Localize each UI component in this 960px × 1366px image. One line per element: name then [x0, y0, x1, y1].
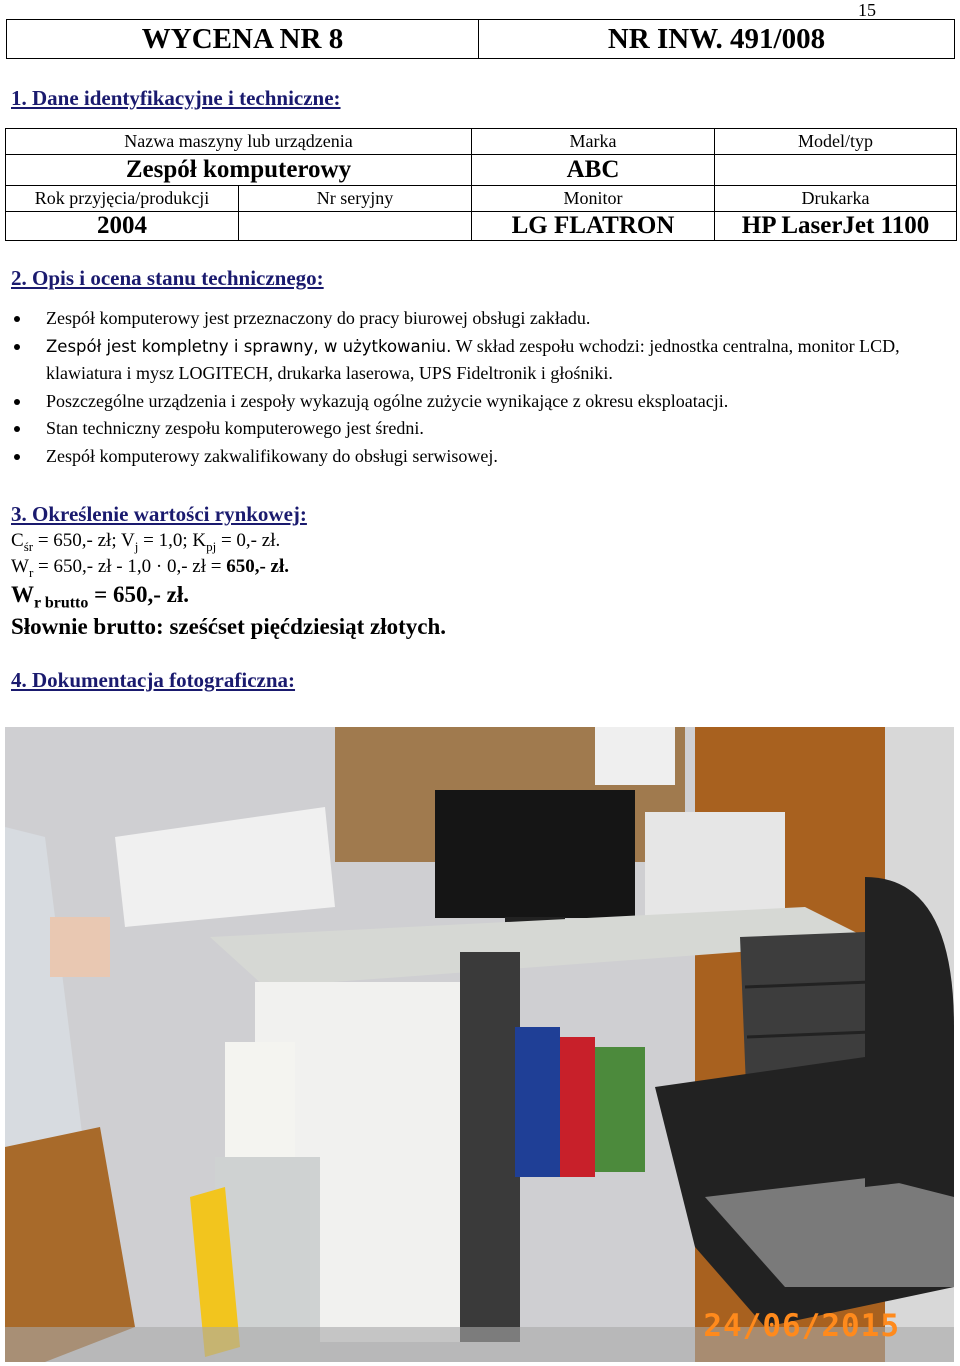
- list-item: Zespół komputerowy jest przeznaczony do pracy biurowej obsługi zakładu.: [14, 305, 954, 333]
- label-serial: Nr seryjny: [239, 186, 472, 212]
- calc-line-1: $C_{śr} = 650,-$ zł; $V_j = 1,0$; $K_{pj} = 0,-$ zł.: [11, 530, 281, 554]
- label-brand: Marka: [472, 129, 715, 155]
- list-item: Poszczególne urządzenia i zespoły wykazują ogólne zużycie wynikające z okresu eksploatacji.: [14, 388, 954, 416]
- section2-title: 2. Opis i ocena stanu technicznego:: [11, 266, 324, 290]
- valuation-number: WYCENA NR 8: [7, 20, 479, 58]
- value-machine-name: Zespół komputerowy: [6, 155, 472, 186]
- inventory-number: NR INW. 491/008: [607, 23, 826, 55]
- section4-title: 4. Dokumentacja fotograficzna:: [11, 668, 296, 692]
- list-item: Zespół komputerowy zakwalifikowany do obsługi serwisowej.: [14, 443, 954, 471]
- value-year: 2004: [6, 212, 239, 241]
- section1-title: 1. Dane identyfikacyjne i techniczne:: [11, 86, 341, 110]
- calc-line-2: $W_r = 650,-$ zł - 1,0 · 0,- zł = 650,- zł.: [11, 556, 289, 580]
- value-printer: HP LaserJet 1100: [715, 212, 957, 241]
- photo-date-stamp: 24/06/2015: [703, 1308, 900, 1344]
- gross-value: $W_{r brutto} = 650,-$ zł.: [11, 582, 189, 612]
- label-model: Model/typ: [715, 129, 957, 155]
- header-box: [6, 19, 955, 59]
- value-monitor: LG FLATRON: [472, 212, 715, 241]
- label-year: Rok przyjęcia/produkcji: [6, 186, 239, 212]
- section3-title: 3. Określenie wartości rynkowej:: [11, 502, 307, 526]
- label-monitor: Monitor: [472, 186, 715, 212]
- gross-in-words: Słownie brutto: sześćset pięćdziesiąt złotych.: [11, 614, 447, 639]
- value-serial: [239, 212, 472, 241]
- label-machine-name: Nazwa maszyny lub urządzenia: [6, 129, 472, 155]
- list-item: Stan techniczny zespołu komputerowego jest średni.: [14, 415, 954, 443]
- identification-table: [5, 128, 957, 241]
- list-item: Zespół jest kompletny i sprawny, w użytkowaniu. W skład zespołu wchodzi: jednostka centralna, monitor LCD, klawiatura i mysz LOGITECH, drukarka laserowa, UPS Fideltronik i głośniki.: [14, 333, 954, 388]
- label-printer: Drukarka: [715, 186, 957, 212]
- photo-illustration: [5, 727, 954, 1362]
- value-brand: ABC: [472, 155, 715, 186]
- office-desk-photo: [5, 727, 954, 1362]
- value-model: [715, 155, 957, 186]
- condition-list: [14, 305, 954, 470]
- page-number: 15: [858, 0, 876, 20]
